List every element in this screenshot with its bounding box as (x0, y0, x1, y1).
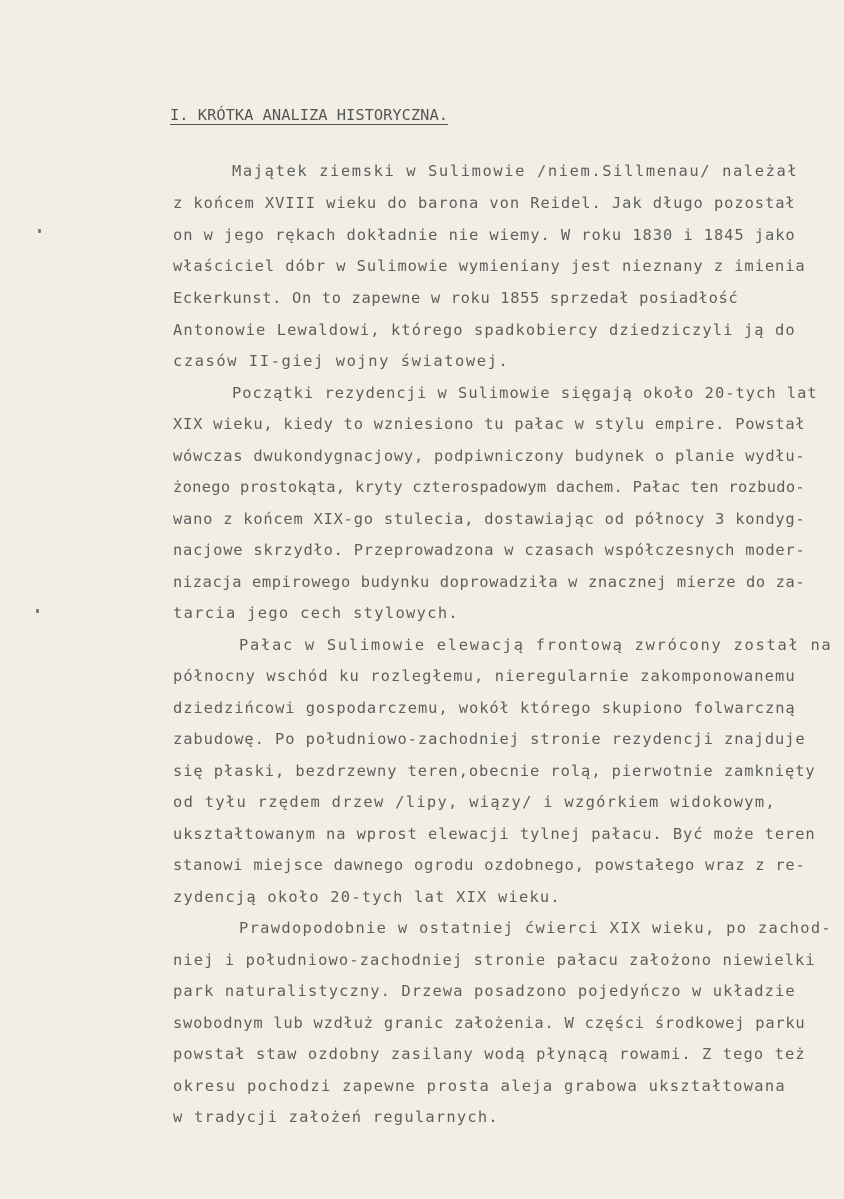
text-line: okresu pochodzi zapewne prosta aleja grabowa ukształtowana (173, 1077, 786, 1095)
text-line: zabudowę. Po południowo-zachodniej stronie rezydencji znajduje (173, 730, 806, 748)
margin-mark (36, 609, 39, 613)
text-line: on w jego rękach dokładnie nie wiemy. W roku 1830 i 1845 jako (173, 226, 796, 244)
text-line: Majątek ziemski w Sulimowie /niem.Sillmenau/ należał (232, 162, 799, 180)
text-line: zydencją około 20-tych lat XIX wieku. (173, 888, 561, 906)
text-line: dziedzińcowi gospodarczemu, wokół którego skupiono folwarczną (173, 699, 796, 717)
text-line: tarcia jego cech stylowych. (173, 604, 460, 622)
text-line: czasów II-giej wojny światowej. (173, 352, 510, 370)
text-line: wano z końcem XIX-go stulecia, dostawiając od północy 3 kondyg- (173, 510, 806, 528)
text-line: wówczas dwukondygnacjowy, podpiwniczony budynek o planie wydłu- (173, 447, 806, 465)
text-line: XIX wieku, kiedy to wzniesiono tu pałac w stylu empire. Powstał (173, 415, 806, 433)
text-line: niej i południowo-zachodniej stronie pałacu założono niewielki (173, 951, 816, 969)
text-line: swobodnym lub wzdłuż granic założenia. W części środkowej parku (173, 1014, 806, 1032)
text-line: z końcem XVIII wieku do barona von Reidel. Jak długo pozostał (173, 194, 796, 212)
text-line: się płaski, bezdrzewny teren,obecnie rolą, pierwotnie zamknięty (173, 762, 816, 780)
text-line: stanowi miejsce dawnego ogrodu ozdobnego, powstałego wraz z re- (173, 856, 806, 874)
text-line: ukształtowanym na wprost elewacji tylnej pałacu. Być może teren (173, 825, 816, 843)
text-line: właściciel dóbr w Sulimowie wymieniany jest nieznany z imienia (173, 257, 806, 275)
text-line: Prawdopodobnie w ostatniej ćwierci XIX wieku, po zachod- (239, 919, 833, 937)
text-line: nizacja empirowego budynku doprowadziła w znacznej mierze do za- (173, 573, 806, 591)
margin-mark (38, 229, 41, 233)
text-line: park naturalistyczny. Drzewa posadzono pojedyńczo w układzie (173, 982, 796, 1000)
text-line: Początki rezydencji w Sulimowie sięgają około 20-tych lat (232, 384, 818, 402)
text-line: powstał staw ozdobny zasilany wodą płynącą rowami. Z tego też (173, 1045, 806, 1063)
text-line: Antonowie Lewaldowi, którego spadkobiercy dziedziczyli ją do (173, 321, 796, 339)
section-heading: I. KRÓTKA ANALIZA HISTORYCZNA. (170, 106, 448, 124)
text-line: Eckerkunst. On to zapewne w roku 1855 sprzedał posiadłość (173, 289, 739, 307)
text-line: Pałac w Sulimowie elewacją frontową zwrócony został na (239, 636, 833, 654)
text-line: od tyłu rzędem drzew /lipy, wiązy/ i wzgórkiem widokowym, (173, 793, 777, 811)
text-line: w tradycji założeń regularnych. (173, 1108, 499, 1126)
text-line: żonego prostokąta, kryty czterospadowym dachem. Pałac ten rozbudo- (173, 478, 806, 496)
text-line: nacjowe skrzydło. Przeprowadzona w czasach współczesnych moder- (173, 541, 806, 559)
text-line: północny wschód ku rozległemu, nieregularnie zakomponowanemu (173, 667, 796, 685)
